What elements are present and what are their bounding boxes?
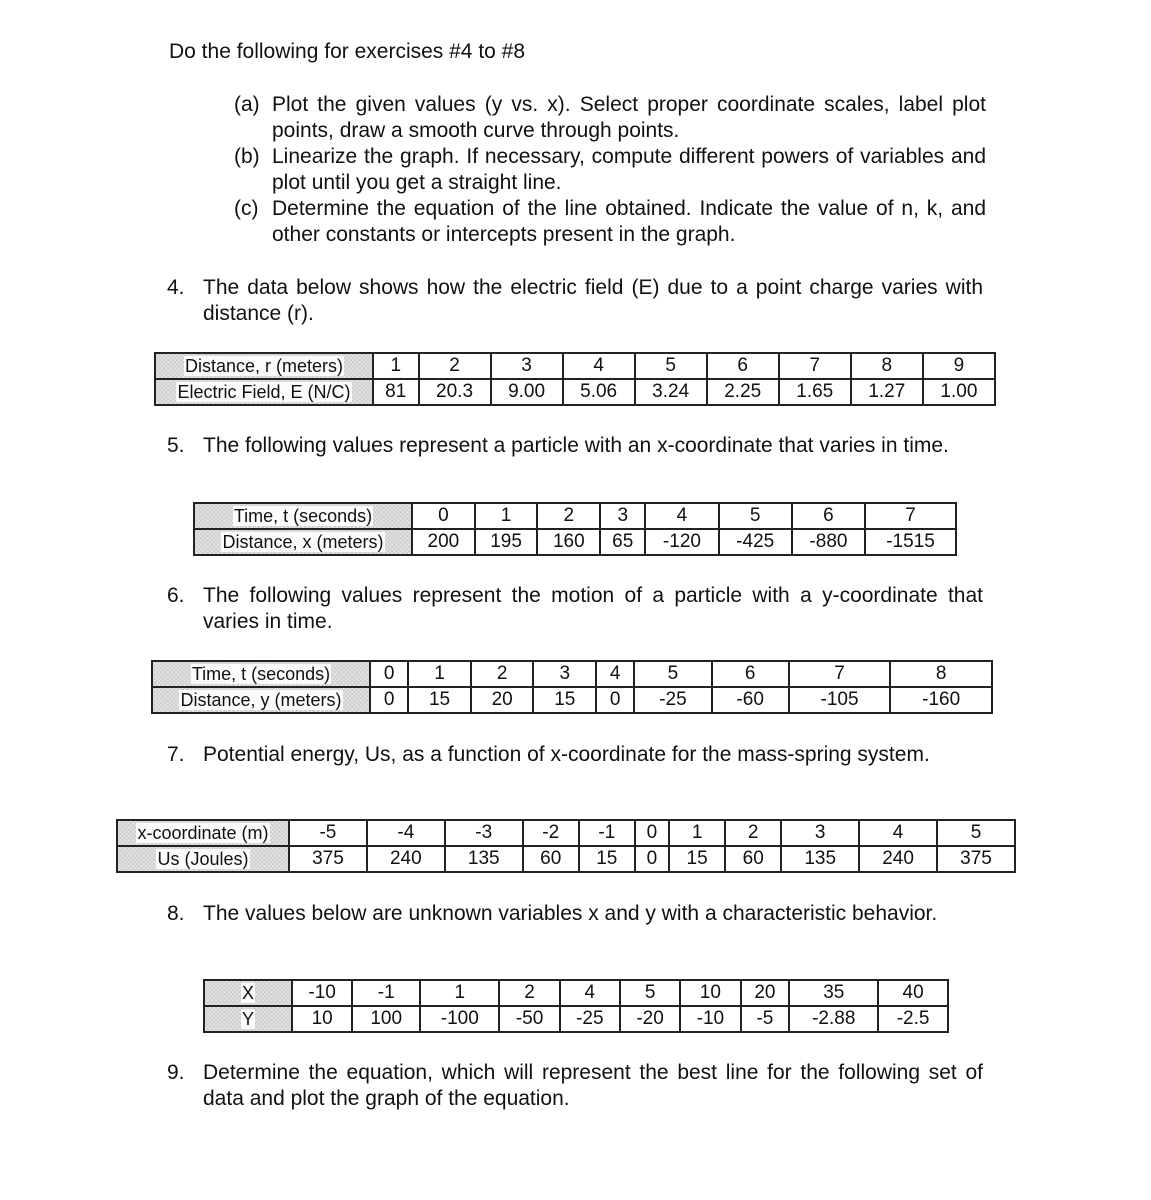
- row-label-text: Distance, r (meters): [184, 356, 344, 376]
- step-tag: (c): [234, 197, 259, 220]
- table-cell: 0: [370, 661, 408, 687]
- table-cell: 0: [635, 846, 669, 872]
- table-cell: 375: [289, 846, 367, 872]
- table-cell: 0: [596, 687, 634, 713]
- exercise-7: [167, 742, 983, 768]
- table-cell: -3: [445, 820, 523, 846]
- table-cell: 375: [937, 846, 1015, 872]
- table-cell: -160: [890, 687, 992, 713]
- table-cell: 5: [937, 820, 1015, 846]
- x-coordinate-table: [193, 502, 957, 556]
- row-label: [204, 980, 292, 1006]
- row-label-text: Time, t (seconds): [191, 664, 331, 684]
- table-cell: 7: [865, 503, 956, 529]
- table-cell: 3: [491, 353, 563, 379]
- table-cell: -105: [789, 687, 891, 713]
- table-cell: 3: [533, 661, 596, 687]
- instructions-heading: Do the following for exercises #4 to #8: [169, 40, 526, 63]
- table-cell: 2: [419, 353, 491, 379]
- row-label-text: x-coordinate (m): [137, 823, 269, 843]
- table-cell: 60: [725, 846, 781, 872]
- exercise-text: Potential energy, Us, as a function of x-coordinate for the mass-spring system.: [203, 743, 930, 766]
- table-cell: 3: [600, 503, 645, 529]
- table-cell: 60: [523, 846, 579, 872]
- table-cell: 20: [741, 980, 790, 1006]
- table-cell: -50: [499, 1006, 559, 1032]
- table-cell: -10: [680, 1006, 740, 1032]
- row-label: [194, 503, 412, 529]
- table-cell: 2: [537, 503, 600, 529]
- table-cell: -60: [712, 687, 789, 713]
- table-cell: -10: [292, 980, 352, 1006]
- step-text: Plot the given values (y vs. x). Select proper coordinate scales, label plot points, draw a smooth curve through points.: [272, 93, 986, 142]
- table-cell: 81: [373, 379, 419, 405]
- table-cell: 15: [579, 846, 635, 872]
- table-cell: 5: [719, 503, 792, 529]
- step-text: Determine the equation of the line obtained. Indicate the value of n, k, and other constants or intercepts present in the graph.: [272, 197, 986, 246]
- row-label-text: X: [241, 983, 254, 1003]
- table-cell: 2.25: [707, 379, 779, 405]
- table-cell: -5: [289, 820, 367, 846]
- row-label-text: Y: [241, 1009, 254, 1029]
- table-cell: 5.06: [563, 379, 635, 405]
- row-label: [117, 846, 289, 872]
- table-cell: 15: [408, 687, 471, 713]
- row-label: [152, 661, 370, 687]
- row-label-text: Us (Joules): [157, 849, 249, 869]
- table-cell: 15: [669, 846, 725, 872]
- table-cell: 135: [445, 846, 523, 872]
- table-cell: 2: [725, 820, 781, 846]
- table-cell: -880: [792, 529, 865, 555]
- table-row: [194, 503, 956, 529]
- row-label-text: Electric Field, E (N/C): [177, 382, 351, 402]
- exercise-number: 6.: [167, 584, 185, 607]
- step-b: [234, 144, 986, 196]
- table-cell: 9.00: [491, 379, 563, 405]
- table-cell: 4: [563, 353, 635, 379]
- exercise-number: 9.: [167, 1061, 185, 1084]
- table-cell: 7: [789, 661, 891, 687]
- table-cell: 40: [878, 980, 948, 1006]
- step-c: [234, 196, 986, 248]
- electric-field-table: [154, 352, 996, 406]
- table-cell: 5: [635, 353, 707, 379]
- table-cell: -1: [352, 980, 420, 1006]
- table-cell: 240: [367, 846, 445, 872]
- table-cell: -2.5: [878, 1006, 948, 1032]
- table-cell: 0: [635, 820, 669, 846]
- table-cell: 135: [781, 846, 859, 872]
- row-label: [117, 820, 289, 846]
- table-cell: -5: [741, 1006, 790, 1032]
- table-row: [152, 661, 992, 687]
- table-cell: -25: [634, 687, 711, 713]
- exercise-4: [167, 275, 983, 327]
- table-row: [117, 846, 1015, 872]
- table-cell: 1: [420, 980, 499, 1006]
- table-cell: -4: [367, 820, 445, 846]
- exercise-number: 5.: [167, 434, 185, 457]
- table-cell: 65: [600, 529, 645, 555]
- exercise-number: 8.: [167, 902, 185, 925]
- row-label: [194, 529, 412, 555]
- table-cell: 100: [352, 1006, 420, 1032]
- row-label: [155, 379, 373, 405]
- table-cell: 0: [370, 687, 408, 713]
- step-tag: (b): [234, 145, 260, 168]
- table-cell: 4: [859, 820, 937, 846]
- table-cell: -1515: [865, 529, 956, 555]
- exercise-text: The following values represent a particle with an x-coordinate that varies in time.: [203, 434, 949, 457]
- table-cell: 240: [859, 846, 937, 872]
- table-cell: 1: [408, 661, 471, 687]
- step-tag: (a): [234, 93, 260, 116]
- row-label: [155, 353, 373, 379]
- table-cell: 15: [533, 687, 596, 713]
- table-cell: 1: [669, 820, 725, 846]
- table-cell: 1.27: [851, 379, 923, 405]
- exercise-5: [167, 433, 983, 459]
- table-cell: 10: [292, 1006, 352, 1032]
- exercise-text: The values below are unknown variables x and y with a characteristic behavior.: [203, 902, 938, 925]
- table-cell: 1.65: [779, 379, 851, 405]
- table-cell: 8: [890, 661, 992, 687]
- row-label: [152, 687, 370, 713]
- table-cell: 200: [412, 529, 475, 555]
- table-cell: 2: [499, 980, 559, 1006]
- table-row: [152, 687, 992, 713]
- table-cell: 1.00: [923, 379, 995, 405]
- exercise-number: 7.: [167, 743, 185, 766]
- table-cell: 1: [475, 503, 538, 529]
- table-cell: 4: [560, 980, 620, 1006]
- table-cell: 1: [373, 353, 419, 379]
- table-row: [155, 353, 995, 379]
- table-cell: -120: [645, 529, 718, 555]
- exercise-text: The data below shows how the electric field (E) due to a point charge varies with distance (r).: [203, 276, 983, 325]
- table-cell: 6: [792, 503, 865, 529]
- table-cell: 7: [779, 353, 851, 379]
- table-cell: 6: [707, 353, 779, 379]
- table-cell: -25: [560, 1006, 620, 1032]
- table-row: [155, 379, 995, 405]
- table-cell: 5: [620, 980, 680, 1006]
- table-cell: 195: [475, 529, 538, 555]
- exercise-6: [167, 583, 983, 635]
- table-cell: 9: [923, 353, 995, 379]
- table-row: [117, 820, 1015, 846]
- row-label: [204, 1006, 292, 1032]
- table-cell: -425: [719, 529, 792, 555]
- table-cell: 3.24: [635, 379, 707, 405]
- table-cell: 20: [471, 687, 534, 713]
- row-label-text: Time, t (seconds): [233, 506, 373, 526]
- table-cell: -2: [523, 820, 579, 846]
- table-cell: 6: [712, 661, 789, 687]
- unknown-variables-table: [203, 979, 949, 1033]
- table-cell: 160: [537, 529, 600, 555]
- exercise-text: Determine the equation, which will represent the best line for the following set of data and plot the graph of the equation.: [203, 1061, 983, 1110]
- table-cell: 4: [645, 503, 718, 529]
- exercise-number: 4.: [167, 276, 185, 299]
- exercise-8: [167, 901, 983, 927]
- table-row: [204, 1006, 948, 1032]
- exercise-text: The following values represent the motion of a particle with a y-coordinate that varies in time.: [203, 584, 983, 633]
- table-cell: 4: [596, 661, 634, 687]
- y-coordinate-table: [151, 660, 993, 714]
- table-cell: -20: [620, 1006, 680, 1032]
- table-cell: 8: [851, 353, 923, 379]
- table-cell: 10: [680, 980, 740, 1006]
- step-text: Linearize the graph. If necessary, compute different powers of variables and plot until you get a straight line.: [272, 145, 986, 194]
- table-cell: 0: [412, 503, 475, 529]
- table-cell: -100: [420, 1006, 499, 1032]
- table-cell: 2: [471, 661, 534, 687]
- exercise-9: [167, 1060, 983, 1112]
- table-cell: 5: [634, 661, 711, 687]
- row-label-text: Distance, x (meters): [222, 532, 384, 552]
- table-cell: 3: [781, 820, 859, 846]
- step-a: [234, 92, 986, 144]
- table-cell: 35: [789, 980, 878, 1006]
- row-label-text: Distance, y (meters): [180, 690, 342, 710]
- table-cell: 20.3: [419, 379, 491, 405]
- table-cell: -2.88: [789, 1006, 878, 1032]
- table-row: [194, 529, 956, 555]
- table-cell: -1: [579, 820, 635, 846]
- table-row: [204, 980, 948, 1006]
- potential-energy-table: [116, 819, 1016, 873]
- instruction-steps: [234, 92, 986, 248]
